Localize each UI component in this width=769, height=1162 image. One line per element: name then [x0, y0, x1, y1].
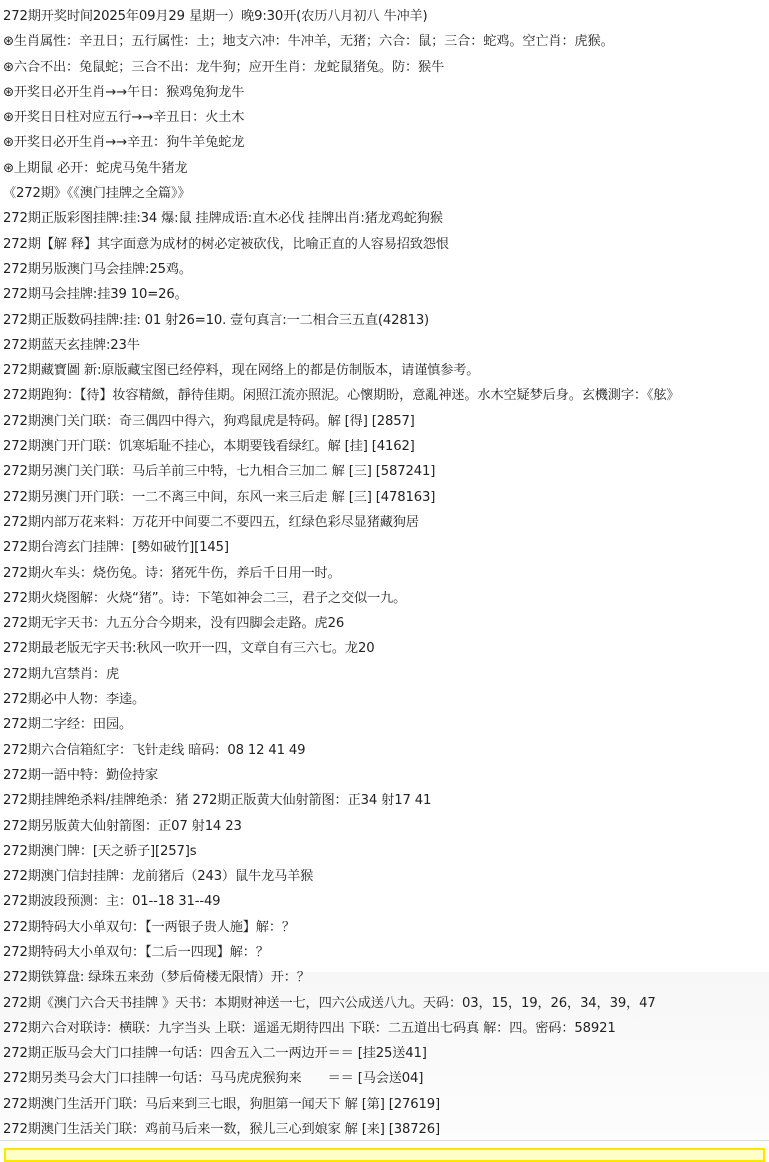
text-line: 272期另版黄大仙射箭图：正07 射14 23 — [3, 818, 242, 834]
text-line: 272期铁算盘: 绿珠五来劲（梦后倚楼无限情）开：？ — [3, 970, 310, 986]
day-pillar-line: ⊛开奖日日柱对应五行→→辛丑日：火土木 — [3, 110, 245, 126]
draw-time-line: 272期开奖时间2025年09月29 星期一）晚9:30开(农历八月初八 牛冲羊) — [3, 9, 428, 24]
draw-day-zodiac-line: ⊛开奖日必开生肖→→午日：猴鸡兔狗龙牛 — [3, 84, 245, 100]
text-line: 272期火车头：烧伤兔。诗：猪死牛伤，养后千日用一时。 — [3, 565, 341, 581]
text-line: 272期台湾玄门挂牌：[勢如破竹][145] — [3, 540, 229, 556]
text-line: 272期马会挂牌:挂39 10=26。 — [3, 287, 188, 303]
text-line: 272期波段预测：主：01--18 31--49 — [3, 894, 221, 910]
zodiac-attribute-line: ⊛生肖属性：辛丑日；五行属性：土；地支六冲：牛冲羊，无猪；六合：鼠；三合：蛇鸡。空亡肖：虎猴。 — [3, 34, 614, 50]
section-heading: 《272期》《《澳门挂牌之全篇》》 — [3, 186, 191, 202]
text-line: 272期澳门信封挂牌：龙前猪后（243）鼠牛龙马羊猴 — [3, 869, 314, 885]
text-line: 272期二字经：田园。 — [3, 717, 133, 733]
text-line: 272期澳门生活关门联：鸡前马后来一数，猴儿三心到娘家 解 [来] [38726] — [3, 1122, 441, 1138]
text-line: 272期九宫禁肖：虎 — [3, 666, 119, 682]
text-line: 272期内部万花来料：万花开中间要二不要四五，红绿色彩尽显猪藏狗居 — [3, 514, 419, 530]
text-line: 272期正版彩图挂牌:挂:34 爆:鼠 挂牌成语:直木必伐 挂牌出肖:猪龙鸡蛇狗猴 — [3, 211, 443, 227]
text-line: 272期最老版无字天书:秋风一吹开一四，文章自有三六七。龙20 — [3, 641, 375, 657]
text-line: 272期《澳门六合天书挂牌 》天书：本期财神送一七，四六公成送八九。天码：03，15，19，26，34，39，47 — [3, 995, 656, 1011]
text-line: 272期挂牌绝杀料/挂牌绝杀：猪 272期正版黄大仙射箭图：正34 射17 41 — [3, 793, 432, 809]
text-line: 272期正版数码挂牌:挂: 01 射26=10. 壹句真言:一二相合三五直(42813) — [3, 312, 430, 328]
text-line: 272期【解 释】其字面意为成材的树必定被砍伐，比喻正直的人容易招致怨恨 — [3, 236, 449, 252]
text-line: 272期澳门牌：[天之骄子][257]s — [3, 843, 197, 859]
text-line: 272期澳门开门联：饥寒垢耻不挂心，本期要钱看绿红。解 [挂] [4162] — [3, 439, 415, 455]
text-line: 272期另澳门开门联：一二不离三中间，东风一来三后走 解 [三] [478163] — [3, 489, 436, 505]
divider — [0, 1140, 769, 1141]
text-line: 272期必中人物：李逵。 — [3, 692, 146, 708]
text-line: 272期澳门关门联：奇三偶四中得六，狗鸡鼠虎是特码。解 [得] [2857] — [3, 413, 415, 429]
text-line: 272期蓝天玄挂牌:23牛 — [3, 337, 140, 353]
liuhe-line: ⊛六合不出：兔鼠蛇；三合不出：龙牛狗；应开生肖：龙蛇鼠猪兔。防：猴牛 — [3, 59, 445, 75]
text-line: 272期另类马会大门口挂牌一句话：马马虎虎猴狗来 ＝＝ [马会送04] — [3, 1071, 424, 1087]
text-line: 272期六合对联诗：横联：九字当头 上联：遥遥无期待四出 下联：二五道出七码真 解：四。密码：58921 — [3, 1020, 616, 1036]
text-line: 272期藏寶圖 新:原版藏宝图已经停料，现在网络上的都是仿制版本，请谨慎参考。 — [3, 363, 480, 379]
last-period-line: ⊛上期鼠 必开：蛇虎马兔牛猪龙 — [3, 160, 188, 176]
text-line: 272期澳门生活开门联：马后来到三七眼，狗胆第一闻天下 解 [第] [27619] — [3, 1096, 441, 1112]
xinchou-zodiac-line: ⊛开奖日必开生肖→→辛丑：狗牛羊兔蛇龙 — [3, 135, 245, 151]
text-line: 272期特码大小单双句：【一两银子贵人施】解：？ — [3, 919, 295, 935]
text-line: 272期六合信箱紅字：飞针走线 暗码：08 12 41 49 — [3, 742, 306, 758]
text-line: 272期火烧图解：火烧“猪”。诗：下笔如神会二三，君子之交似一九。 — [3, 590, 407, 606]
text-line: 272期另版澳门马会挂牌:25鸡。 — [3, 261, 192, 277]
text-line: 272期跑狗：【待】妆容精緻，靜待佳期。闲照江流亦照泥。心懷期盼，意亂神迷。水木空疑梦后身。玄機測字：《舷》 — [3, 388, 680, 404]
text-line: 272期正版马会大门口挂牌一句话：四舍五入二一两边开＝＝ [挂25送41] — [3, 1046, 427, 1062]
text-line: 272期另澳门关门联：马后羊前三中特，七九相合三加二 解 [三] [587241] — [3, 464, 436, 480]
text-line: 272期特码大小单双句：【二后一四现】解：？ — [3, 944, 269, 960]
text-line: 272期一語中特：勤俭持家 — [3, 767, 159, 783]
yellow-highlight-box — [4, 1148, 765, 1162]
text-line: 272期无字天书：九五分合今期来，没有四脚会走路。虎26 — [3, 616, 345, 632]
